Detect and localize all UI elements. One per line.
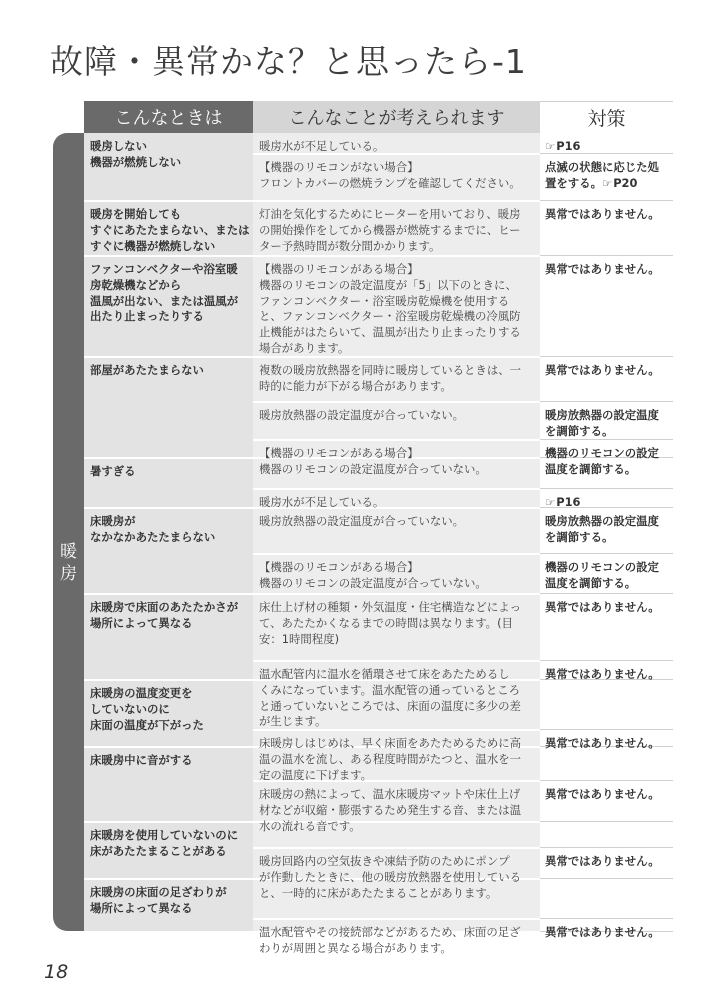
situation-cell-line: すぐにあたたまらない、または: [90, 222, 250, 237]
remedy-cell-line: 異常ではありません。: [545, 600, 660, 614]
situation-cell-line: 床暖房の床面の足ざわりが: [90, 885, 227, 899]
cause-cell-line: が作動したときに、他の暖房放熱器を使用している: [259, 869, 521, 884]
situation-cell: [90, 828, 250, 860]
row-divider: [540, 200, 673, 201]
situation-cell: [90, 139, 250, 171]
cause-cell: [259, 139, 537, 155]
cause-cell: [259, 160, 537, 192]
remedy-cell-line: [545, 176, 673, 192]
situation-cell-line: 暖房しない: [90, 139, 147, 153]
cause-cell-line: の開始操作をしてから機器が燃焼するまでに、ヒー: [259, 222, 521, 237]
subrow-divider: [253, 488, 540, 490]
subrow-divider: [540, 553, 673, 554]
situation-cell-line: 床暖房が: [90, 514, 136, 528]
situation-cell: [90, 514, 250, 546]
subrow-divider: [540, 401, 673, 402]
situation-cell-line: 床暖房の温度変更を: [90, 686, 193, 700]
cause-cell-line: 時的に能力が下がる場合があります。: [259, 378, 452, 393]
situation-cell-line: 温風が出ない、または温風が: [90, 293, 239, 308]
situation-cell-line: なかなかあたたまらない: [90, 529, 216, 544]
subrow-divider: [253, 660, 540, 662]
row-divider: [540, 878, 673, 879]
category-band: [53, 133, 84, 931]
situation-cell-line: 暖房を開始しても: [90, 207, 182, 221]
cause-cell: [259, 446, 537, 478]
cause-cell-line: 暖房放熱器の設定温度が合っていない。: [259, 408, 465, 422]
cause-cell-line: 水の流れる音です。: [259, 818, 361, 833]
situation-cell-line: ファンコンベクターや浴室暖: [90, 262, 238, 276]
subrow-divider: [540, 488, 673, 489]
cause-cell-line: 安：1時間程度): [259, 631, 340, 646]
cause-cell-line: 暖房水が不足している。: [259, 139, 385, 153]
situation-cell: [90, 885, 250, 917]
remedy-cell-line: [545, 139, 673, 155]
situation-cell-line: 暑すぎる: [90, 464, 136, 478]
remedy-cell-line: 暖房放熱器の設定温度: [545, 514, 659, 528]
remedy-cell-line: 点滅の状態に応じた処: [545, 160, 659, 174]
remedy-cell-line: 異常ではありません。: [545, 363, 660, 377]
remedy-cell-line: 異常ではありません。: [545, 854, 660, 868]
cause-cell-line: と通っていないところでは、床面の温度に多少の差: [259, 698, 521, 713]
page-reference[interactable]: P20: [613, 175, 638, 190]
cause-cell: [259, 854, 537, 901]
remedy-cell-line: 異常ではありません。: [545, 736, 660, 750]
situation-cell: [90, 363, 250, 379]
row-divider: [540, 255, 673, 256]
cause-cell: [259, 262, 537, 357]
cause-cell-line: 複数の暖房放熱器を同時に暖房しているときは、一: [259, 363, 521, 377]
cause-cell-line: 灯油を気化するためにヒーターを用いており、暖房: [259, 207, 521, 221]
cause-cell: [259, 495, 537, 511]
cause-cell-line: 材などが収縮・膨張するため発生する音、または温: [259, 802, 521, 817]
row-divider: [84, 200, 540, 202]
cause-cell: [259, 667, 537, 730]
remedy-cell-line: 異常ではありません。: [545, 667, 660, 681]
subrow-divider: [253, 918, 540, 920]
pointing-hand-icon: ☞: [601, 175, 613, 190]
category-char: 房: [60, 564, 77, 584]
remedy-cell-line: [545, 495, 673, 511]
situation-cell-line: 部屋があたたまらない: [90, 363, 204, 377]
remedy-cell: [545, 408, 673, 440]
cause-cell-line: て、あたたかくなるまでの時間は異なります。(目: [259, 615, 513, 630]
subrow-divider: [253, 401, 540, 403]
cause-cell: [259, 207, 537, 254]
remedy-cell-line: を調節する。: [545, 529, 614, 544]
remedy-cell: [545, 600, 673, 616]
header-remedy: 対策: [540, 101, 673, 133]
situation-cell-line: 床暖房で床面のあたたかさが: [90, 600, 239, 614]
cause-cell-line: 床暖房しはじめは、早く床面をあたためるために高: [259, 736, 521, 750]
cause-cell-line: 暖房回路内の空気抜きや凍結予防のためにポンプ: [259, 854, 510, 868]
cause-cell-line: 機器のリモコンの設定温度が「5」以下のときに、: [259, 277, 517, 292]
cause-cell-line: 床仕上げ材の種類・外気温度・住宅構造などによっ: [259, 600, 521, 614]
subrow-divider: [253, 439, 540, 441]
subrow-divider: [540, 660, 673, 661]
row-divider: [540, 821, 673, 822]
cause-cell-line: 暖房水が不足している。: [259, 495, 385, 509]
row-divider: [540, 356, 673, 357]
header-cause: こんなことが考えられます: [253, 101, 540, 133]
cause-cell: [259, 560, 537, 592]
cause-cell: [259, 363, 537, 395]
subrow-divider: [253, 553, 540, 555]
cause-cell-line: 温の温水を流し、ある程度時間がたつと、温水を一: [259, 751, 521, 766]
situation-cell: [90, 262, 250, 325]
pointing-hand-icon: ☞: [545, 495, 556, 509]
row-divider: [540, 593, 673, 594]
cause-cell-line: 止機能がはたらいて、温風が出たり止まったりする: [259, 325, 521, 340]
remedy-cell-line: 機器のリモコンの設定: [545, 560, 659, 574]
cause-cell-line: 【機器のリモコンがない場合】: [259, 160, 419, 174]
situation-cell: [90, 686, 250, 733]
subrow-divider: [540, 729, 673, 730]
remedy-cell: [545, 363, 673, 379]
row-divider: [84, 593, 540, 595]
situation-cell: [90, 600, 250, 632]
cause-cell-line: 場合があります。: [259, 340, 350, 355]
remedy-text: 置をする。: [545, 175, 602, 190]
cause-cell-line: が生じます。: [259, 714, 327, 729]
subrow-divider: [540, 847, 673, 848]
cause-cell: [259, 514, 537, 530]
remedy-cell: [545, 925, 673, 941]
remedy-cell: [545, 160, 673, 192]
situation-cell: [90, 464, 250, 480]
header-situation: こんなときは: [84, 101, 253, 133]
cause-cell-line: と、ファンコンベクター・浴室暖房乾燥機の冷風防: [259, 309, 521, 324]
remedy-cell: [545, 736, 673, 752]
row-divider: [84, 255, 540, 257]
situation-cell-line: 出たり止まったりする: [90, 309, 204, 324]
page-title: 故障・異常かな？と思ったら-1: [50, 42, 527, 81]
situation-cell: [90, 207, 250, 254]
situation-cell-line: していないのに: [90, 701, 170, 716]
cause-cell-line: と、一時的に床があたたまることがあります。: [259, 885, 498, 900]
cause-cell-line: 暖房放熱器の設定温度が合っていない。: [259, 514, 465, 528]
remedy-cell: [545, 514, 673, 546]
situation-cell-line: 房乾燥機などから: [90, 277, 182, 292]
subrow-divider: [253, 847, 540, 849]
remedy-cell: [545, 667, 673, 683]
pointing-hand-icon: ☞: [545, 139, 556, 153]
cause-cell-line: フロントカバーの燃焼ランプを確認してください。: [259, 175, 521, 190]
remedy-cell: [545, 446, 673, 478]
remedy-cell: [545, 262, 673, 278]
situation-cell-line: 床があたたまることがある: [90, 843, 227, 858]
cause-cell-line: 床暖房の熱によって、温水床暖房マットや床仕上げ: [259, 787, 521, 801]
cause-cell-line: 【機器のリモコンがある場合】: [259, 446, 419, 460]
remedy-cell-line: 異常ではありません。: [545, 787, 660, 801]
remedy-cell-line: 温度を調節する。: [545, 575, 637, 590]
cause-cell: [259, 736, 537, 783]
cause-cell-line: 温水配管内に温水を循環させて床をあたためるし: [259, 667, 510, 681]
remedy-cell: [545, 139, 673, 155]
cause-cell-line: 定の温度に下げます。: [259, 767, 372, 782]
page-reference[interactable]: P16: [556, 139, 581, 153]
remedy-cell: [545, 787, 673, 803]
page-reference[interactable]: P16: [556, 495, 581, 509]
situation-cell-line: 機器が燃焼しない: [90, 154, 182, 169]
remedy-cell: [545, 854, 673, 870]
cause-cell-line: 【機器のリモコンがある場合】: [259, 262, 419, 276]
situation-cell-line: すぐに機器が燃焼しない: [90, 238, 216, 253]
page-number: 18: [44, 961, 69, 983]
remedy-cell: [545, 495, 673, 511]
situation-cell: [90, 753, 250, 769]
cause-cell-line: 機器のリモコンの設定温度が合っていない。: [259, 575, 487, 590]
cause-cell-line: くみになっています。温水配管の通っているところ: [259, 682, 521, 697]
remedy-cell-line: 温度を調節する。: [545, 461, 637, 476]
remedy-cell-line: 異常ではありません。: [545, 925, 660, 939]
remedy-cell: [545, 207, 673, 223]
cause-cell-line: わりが周囲と異なる場合があります。: [259, 940, 452, 955]
cause-cell: [259, 787, 537, 834]
situation-cell-line: 場所によって異なる: [90, 900, 193, 915]
subrow-divider: [540, 918, 673, 919]
subrow-divider: [540, 780, 673, 781]
cause-cell: [259, 600, 537, 647]
remedy-cell-line: 異常ではありません。: [545, 262, 660, 276]
remedy-cell-line: 暖房放熱器の設定温度: [545, 408, 659, 422]
cause-cell-line: 【機器のリモコンがある場合】: [259, 560, 419, 574]
cause-cell: [259, 925, 537, 957]
situation-cell-line: 床暖房を使用していないのに: [90, 828, 239, 842]
remedy-cell: [545, 560, 673, 592]
situation-cell-line: 床面の温度が下がった: [90, 717, 204, 732]
situation-cell-line: 床暖房中に音がする: [90, 753, 193, 767]
remedy-cell-line: 異常ではありません。: [545, 207, 660, 221]
remedy-cell-line: 機器のリモコンの設定: [545, 446, 659, 460]
cause-cell-line: 温水配管やその接続部などがあるため、床面の足ざ: [259, 925, 521, 939]
cause-cell-line: ター予熱時間が数分間かかります。: [259, 238, 441, 253]
cause-cell: [259, 408, 537, 424]
cause-cell-line: ファンコンベクター・浴室暖房乾燥機を使用する: [259, 293, 510, 308]
category-char: 暖: [60, 542, 77, 562]
remedy-cell-line: を調節する。: [545, 423, 614, 438]
situation-cell-line: 場所によって異なる: [90, 615, 193, 630]
cause-cell-line: 機器のリモコンの設定温度が合っていない。: [259, 461, 487, 476]
category-label: [53, 541, 84, 585]
